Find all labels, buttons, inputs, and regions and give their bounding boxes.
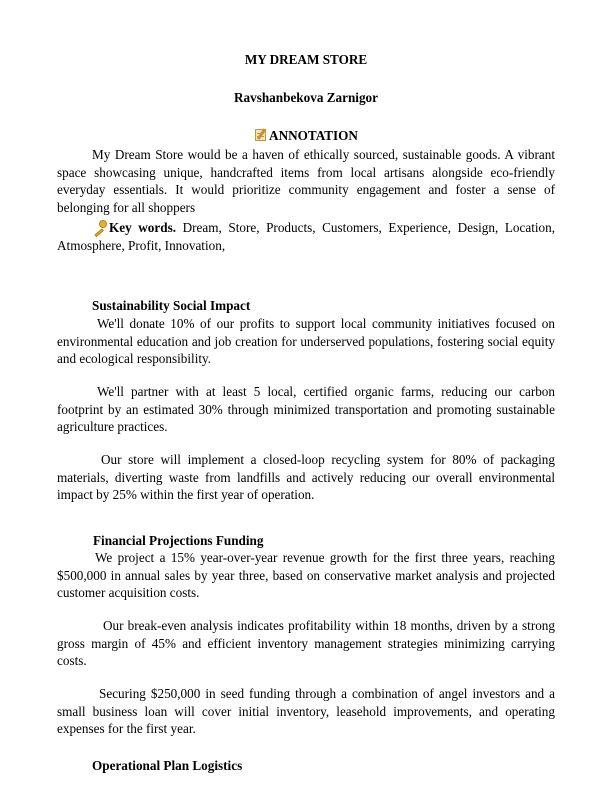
financial-paragraph-3: Securing $250,000 in seed funding through a combination of angel investors and a small business loan will cover initial inventory, leasehold improvements, and operating expenses for the first year. xyxy=(57,686,555,737)
annotation-text: My Dream Store would be a haven of ethically sourced, sustainable goods. A vibrant space showcasing unique, handcrafted items from local artisans alongside eco-friendly everyday essentials. It would prioritize community engagement and foster a sense of belonging for all shoppers xyxy=(57,147,555,215)
section-heading-financial: Financial Projections Funding xyxy=(93,533,264,548)
financial-paragraph-2: Our break-even analysis indicates profitability within 18 months, driven by a strong gross margin of 45% and efficient inventory management strategies minimizing carrying costs. xyxy=(57,618,555,669)
annotation-heading-text: ANNOTATION xyxy=(269,128,358,143)
section-heading-sustainability: Sustainability Social Impact xyxy=(92,298,251,313)
memo-icon xyxy=(254,128,268,141)
document-title: MY DREAM STORE xyxy=(244,52,368,67)
financial-paragraph-1: We project a 15% year-over-year revenue growth for the first three years, reaching $500,000 in annual sales by year three, based on conservative market analysis and projected customer acquisition costs. xyxy=(57,550,555,601)
sustainability-paragraph-1: We'll donate 10% of our profits to support local community initiatives focused on environmental education and job creation for underserved populations, fostering social equity and ecological responsibility. xyxy=(57,316,555,367)
keywords-paragraph xyxy=(57,219,555,254)
sustainability-paragraph-3: Our store will implement a closed-loop recycling system for 80% of packaging materials, diverting waste from landfills and actively reducing our overall environmental impact by 25% within the first year of operation. xyxy=(57,452,555,503)
sustainability-paragraph-2: We'll partner with at least 5 local, certified organic farms, reducing our carbon footprint by an estimated 30% through minimized transportation and promoting sustainable agriculture practices. xyxy=(57,384,555,435)
author-name: Ravshanbekova Zarnigor xyxy=(234,90,378,105)
key-icon xyxy=(92,220,108,234)
section-heading-operational: Operational Plan Logistics xyxy=(92,758,243,773)
keywords-label: Key words. xyxy=(109,220,177,235)
annotation-heading xyxy=(0,127,612,145)
keywords-text: Dream, Store, Products, Customers, Experience, Design, Location, Atmosphere, Profit, Innovation, xyxy=(57,220,556,253)
